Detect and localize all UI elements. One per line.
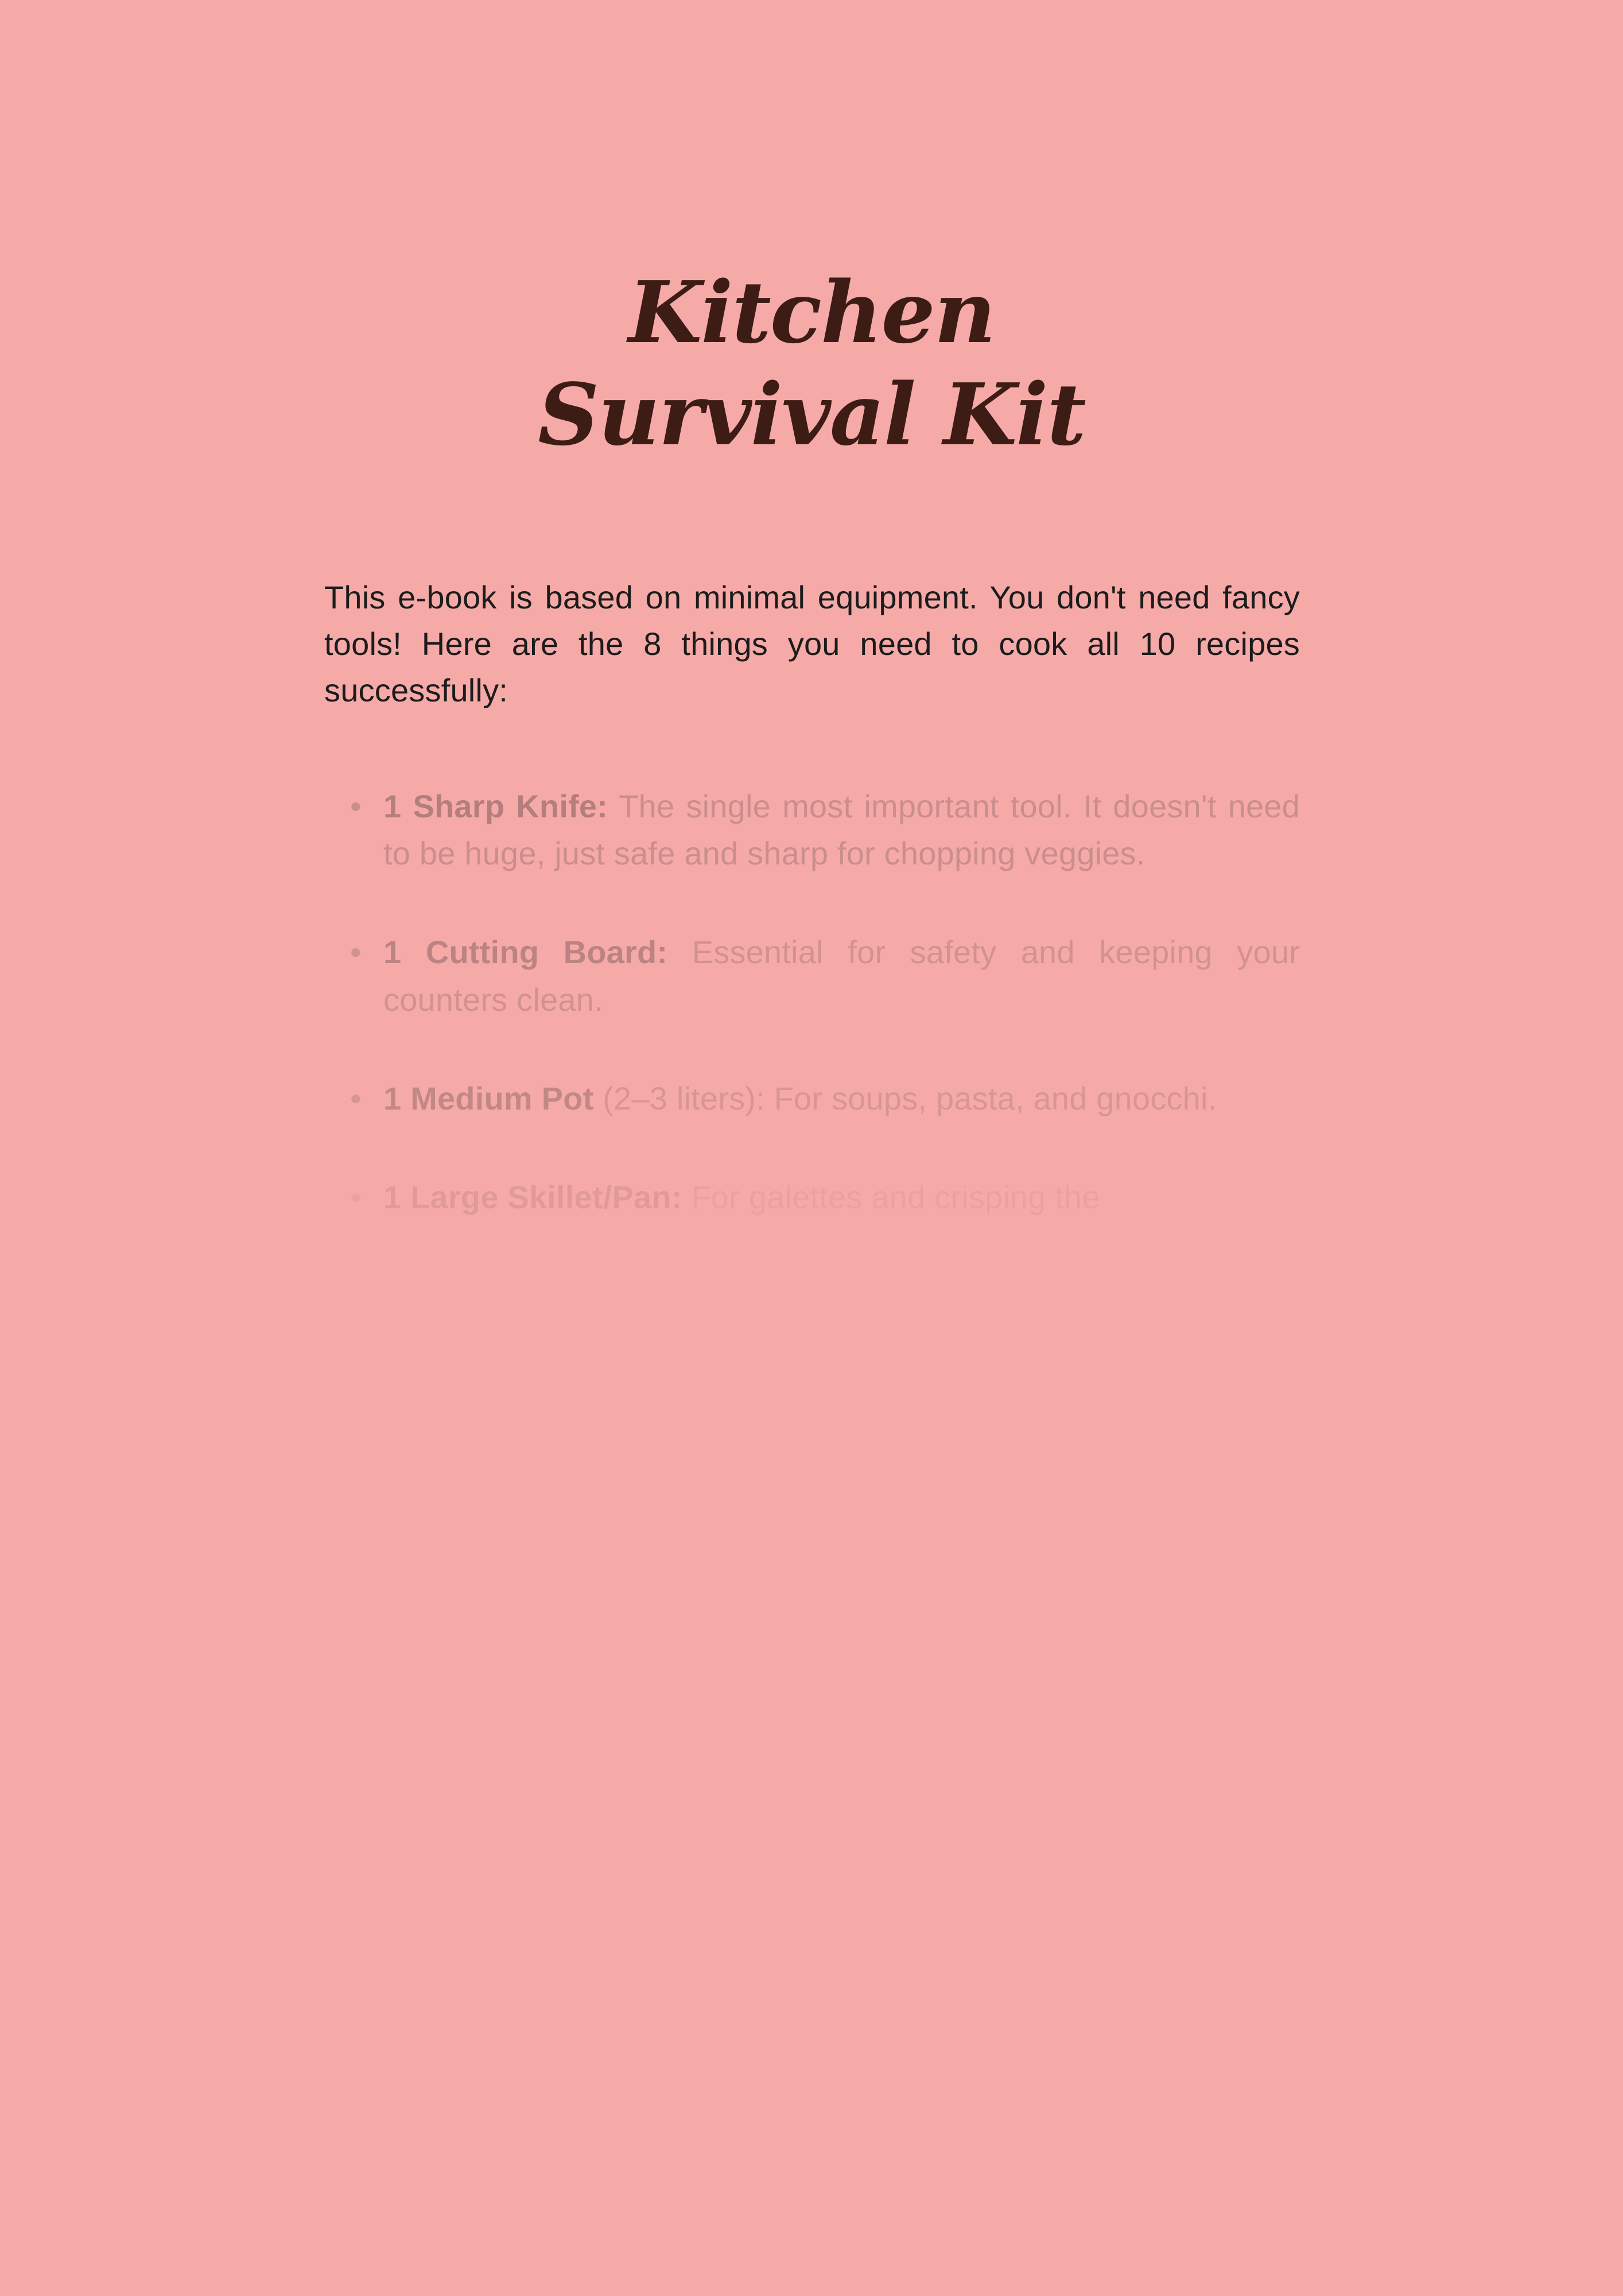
equipment-name: 1 Sharp Knife:: [383, 788, 608, 824]
equipment-name: 1 Large Skillet/Pan:: [383, 1179, 682, 1216]
list-item: [324, 783, 1300, 878]
list-item: [324, 1075, 1300, 1122]
page-title: [0, 262, 1623, 464]
content-fade-overlay: [324, 1825, 1300, 2066]
equipment-description: (2–3 liters): For soups, pasta, and gnocchi.: [593, 1080, 1217, 1116]
bullet-icon: •: [350, 788, 362, 824]
bullet-icon: •: [350, 1080, 362, 1116]
equipment-name: 1 Medium Pot: [383, 1080, 594, 1116]
bullet-icon: •: [350, 1179, 362, 1216]
list-item: [324, 1174, 1300, 1221]
equipment-description: For galettes and crisping the: [682, 1179, 1100, 1216]
bullet-icon: •: [350, 934, 362, 971]
list-item: [324, 929, 1300, 1023]
equipment-name: 1 Cutting Board:: [383, 934, 668, 971]
equipment-description: The single most important tool. It doesn't need to be huge, just safe and sharp for chopping veggies.: [383, 788, 1300, 871]
body-content: [324, 574, 1300, 1273]
title-line-2: Survival Kit: [538, 364, 1085, 464]
equipment-list: [324, 783, 1300, 1221]
intro-paragraph: This e-book is based on minimal equipment. You don't need fancy tools! Here are the 8 things you need to cook all 10 recipes successfully:: [324, 579, 1300, 709]
equipment-description: Essential for safety and keeping your counters clean.: [383, 934, 1300, 1018]
title-line-1: Kitchen: [628, 262, 995, 362]
